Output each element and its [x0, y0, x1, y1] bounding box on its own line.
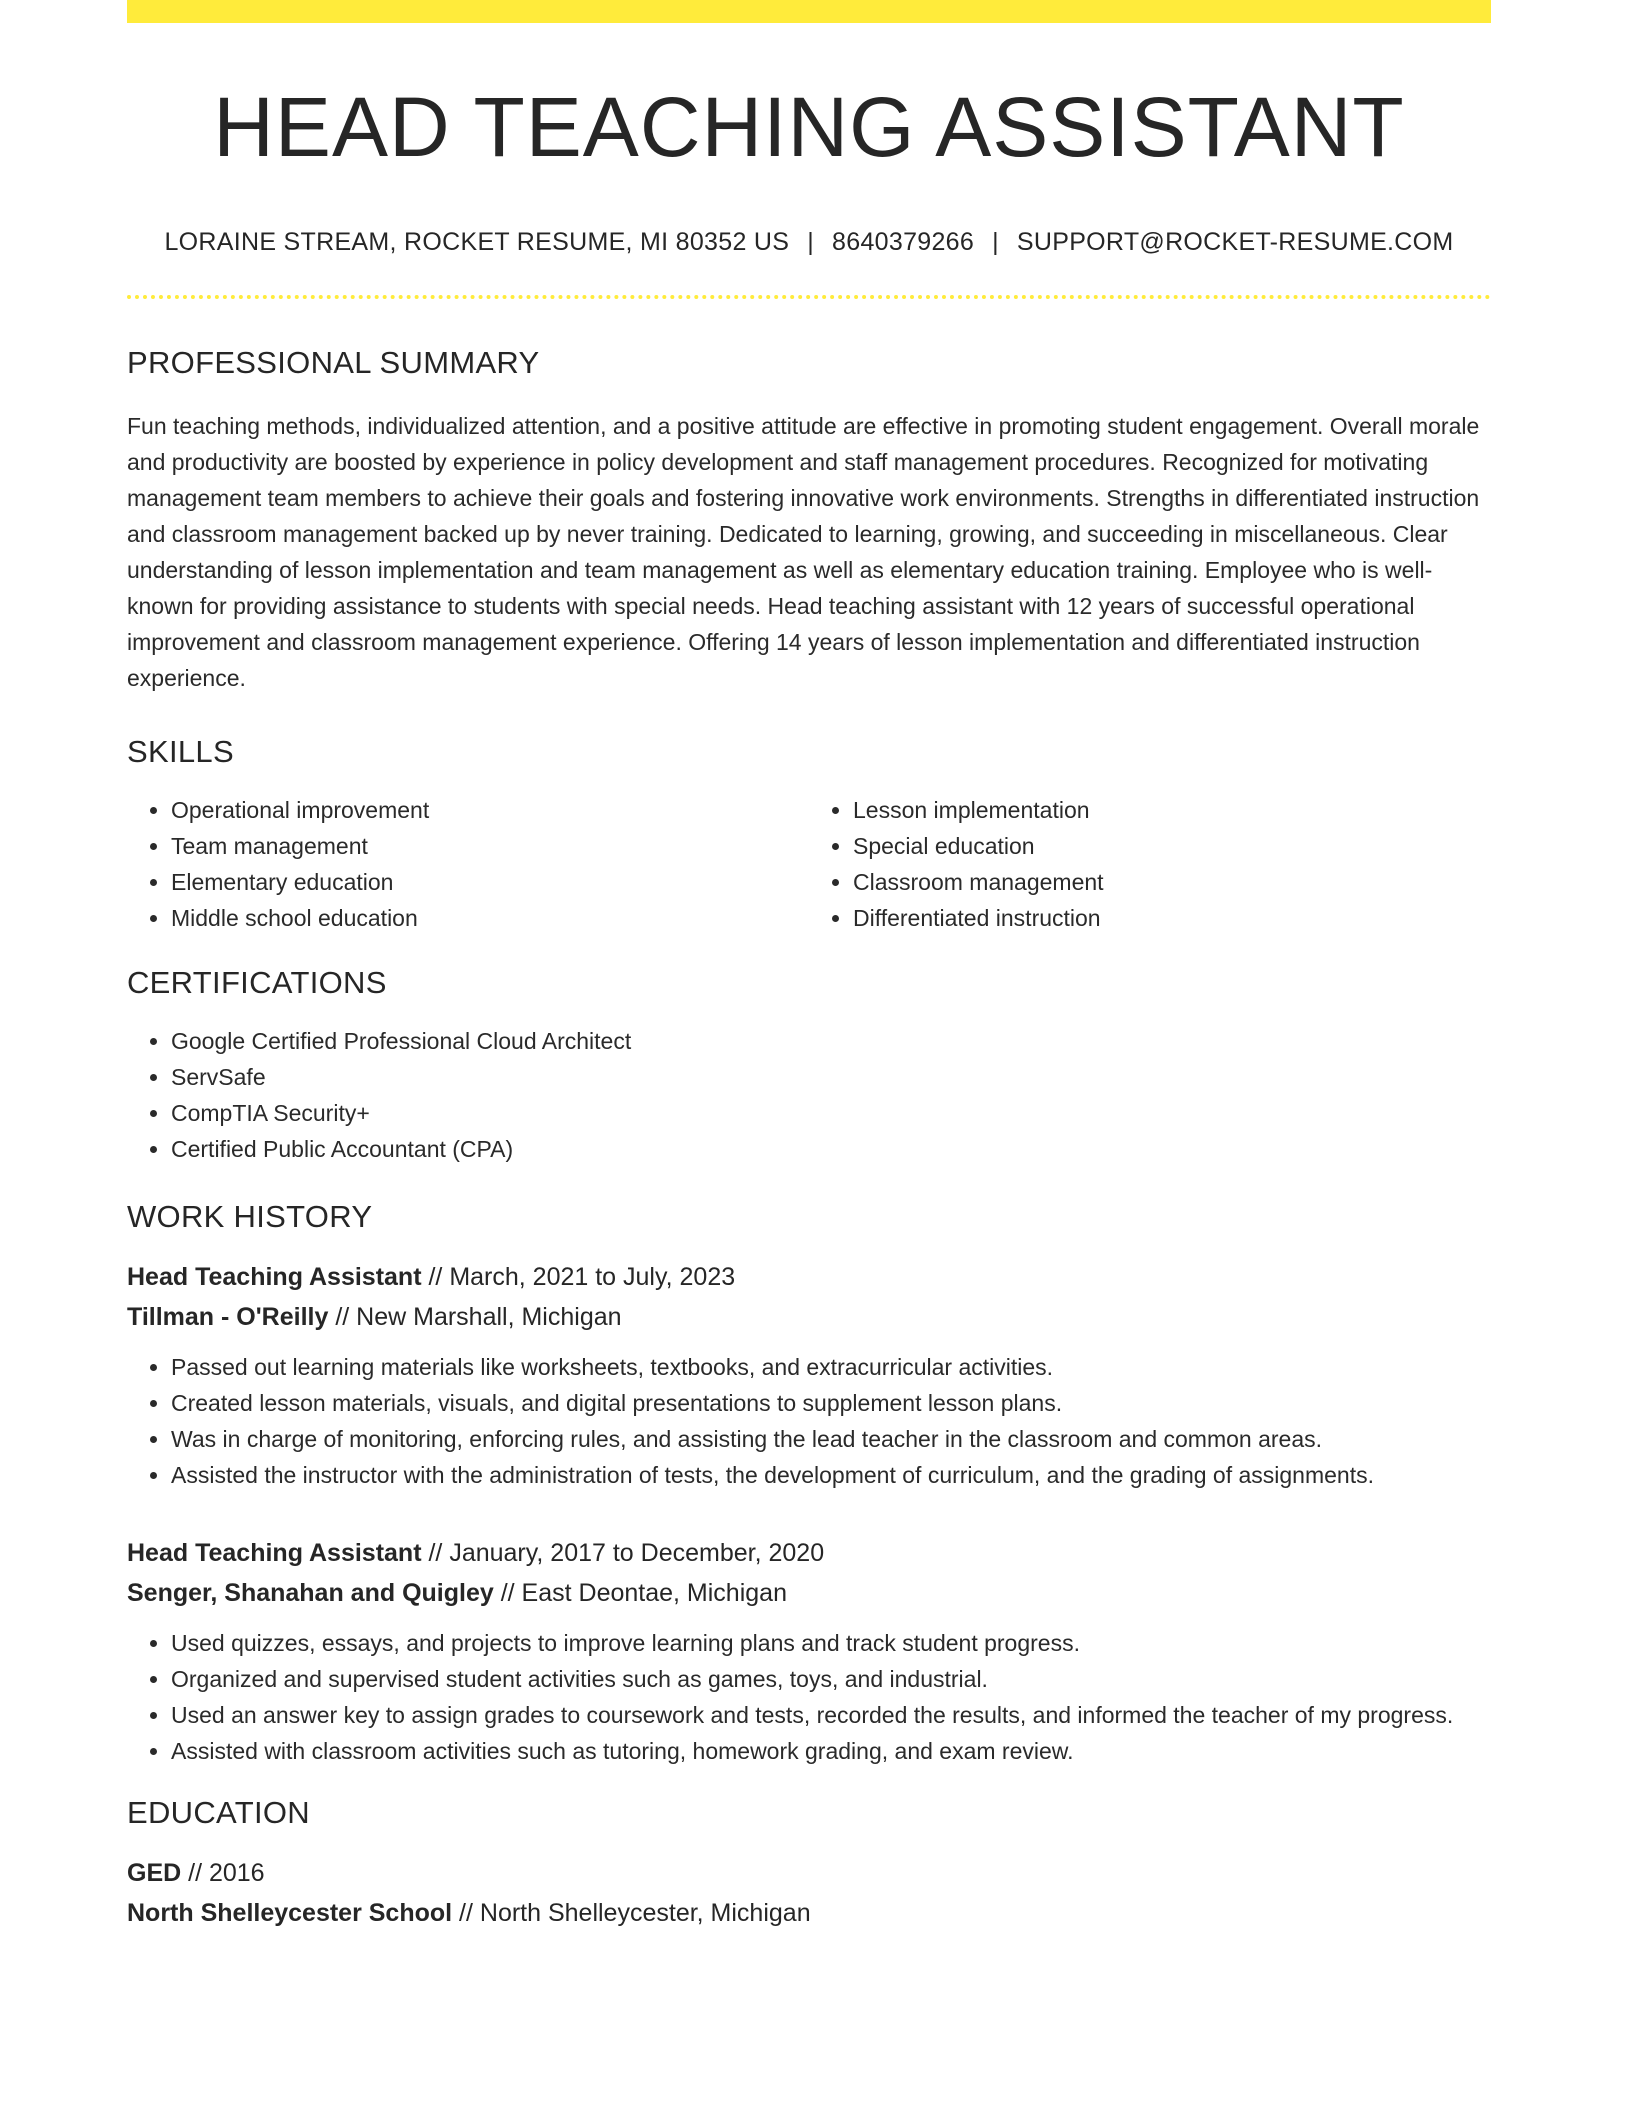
job-location: // New Marshall, Michigan [328, 1303, 622, 1331]
job-bullet: • Used quizzes, essays, and projects to improve learning plans and track student progress. [171, 1625, 1491, 1661]
skill-item: • Middle school education [171, 900, 809, 936]
job-bullet: • Created lesson materials, visuals, and digital presentations to supplement lesson plans. [171, 1385, 1491, 1421]
skill-item: • Operational improvement [171, 792, 809, 828]
job-dates: // January, 2017 to December, 2020 [421, 1539, 825, 1567]
skills-heading: SKILLS [127, 734, 234, 769]
certification-item: • CompTIA Security+ [171, 1095, 1491, 1131]
job-company: Senger, Shanahan and Quigley [127, 1579, 494, 1607]
skill-item: • Team management [171, 828, 809, 864]
contact-separator: | [807, 228, 815, 256]
skill-item: • Differentiated instruction [853, 900, 1491, 936]
education-school-line [127, 1893, 1491, 1933]
job-bullet: • Organized and supervised student activities such as games, toys, and industrial. [171, 1661, 1491, 1697]
education-degree: GED [127, 1859, 182, 1887]
skills-grid [127, 792, 1491, 936]
job-company: Tillman - O'Reilly [127, 1303, 329, 1331]
job-entry [127, 1257, 1491, 1493]
job-company-line [127, 1297, 1491, 1337]
education-year: // 2016 [181, 1859, 265, 1887]
skill-item: • Classroom management [853, 864, 1491, 900]
contact-email: SUPPORT@ROCKET-RESUME.COM [1016, 228, 1454, 256]
education-school: North Shelleycester School [127, 1899, 453, 1927]
contact-phone: 8640379266 [832, 228, 975, 256]
skill-item: • Special education [853, 828, 1491, 864]
education-degree-line [127, 1853, 1491, 1893]
contact-separator: | [992, 228, 999, 256]
work-history-heading: WORK HISTORY [127, 1199, 373, 1234]
skills-list-right [809, 792, 1491, 936]
job-dates: // March, 2021 to July, 2023 [421, 1263, 736, 1291]
certifications-list [127, 1023, 1491, 1167]
contact-line [127, 228, 1491, 257]
job-bullet: • Assisted the instructor with the administration of tests, the development of curriculum, and the grading of assignments. [171, 1457, 1491, 1493]
job-title-line [127, 1533, 1491, 1573]
certification-item: • ServSafe [171, 1059, 1491, 1095]
dotted-divider [127, 295, 1491, 299]
job-location: // East Deontae, Michigan [493, 1579, 787, 1607]
resume-page [127, 0, 1491, 1933]
job-role: Head Teaching Assistant [127, 1263, 422, 1291]
job-bullet: • Used an answer key to assign grades to coursework and tests, recorded the results, and informed the teacher of my progress. [171, 1697, 1491, 1733]
education-location: // North Shelleycester, Michigan [452, 1899, 811, 1927]
job-bullets [127, 1349, 1491, 1493]
job-company-line [127, 1573, 1491, 1613]
resume-title: HEAD TEACHING ASSISTANT [213, 80, 1405, 174]
skill-item: • Lesson implementation [853, 792, 1491, 828]
job-bullet: • Was in charge of monitoring, enforcing rules, and assisting the lead teacher in the classroom and common areas. [171, 1421, 1491, 1457]
certification-item: • Google Certified Professional Cloud Architect [171, 1023, 1491, 1059]
skills-list-left [127, 792, 809, 936]
job-role: Head Teaching Assistant [127, 1539, 422, 1567]
accent-top-bar [127, 0, 1491, 23]
education-entry [127, 1853, 1491, 1933]
summary-heading: PROFESSIONAL SUMMARY [127, 345, 540, 380]
education-heading: EDUCATION [127, 1795, 310, 1830]
certification-item: • Certified Public Accountant (CPA) [171, 1131, 1491, 1167]
skill-item: • Elementary education [171, 864, 809, 900]
contact-address: LORAINE STREAM, ROCKET RESUME, MI 80352 US [164, 228, 790, 256]
certifications-heading: CERTIFICATIONS [127, 965, 387, 1000]
job-bullet: • Assisted with classroom activities such as tutoring, homework grading, and exam review. [171, 1733, 1491, 1769]
job-title-line [127, 1257, 1491, 1297]
job-entry [127, 1533, 1491, 1769]
job-bullet: • Passed out learning materials like worksheets, textbooks, and extracurricular activities. [171, 1349, 1491, 1385]
summary-text: Fun teaching methods, individualized attention, and a positive attitude are effective in promoting student engagement. Overall morale and productivity are boosted by experience in policy development and staff management procedures. Recognized for motivating management team members to achieve their goals and fostering innovative work environments. Strengths in differentiated instruction and classroom management backed up by never training. Dedicated to learning, growing, and succeeding in miscellaneous. Clear understanding of lesson implementation and team management as well as elementary education training. Employee who is well-known for providing assistance to students with special needs. Head teaching assistant with 12 years of successful operational improvement and classroom management experience. Offering 14 years of lesson implementation and differentiated instruction experience. [127, 413, 1480, 691]
job-bullets [127, 1625, 1491, 1769]
